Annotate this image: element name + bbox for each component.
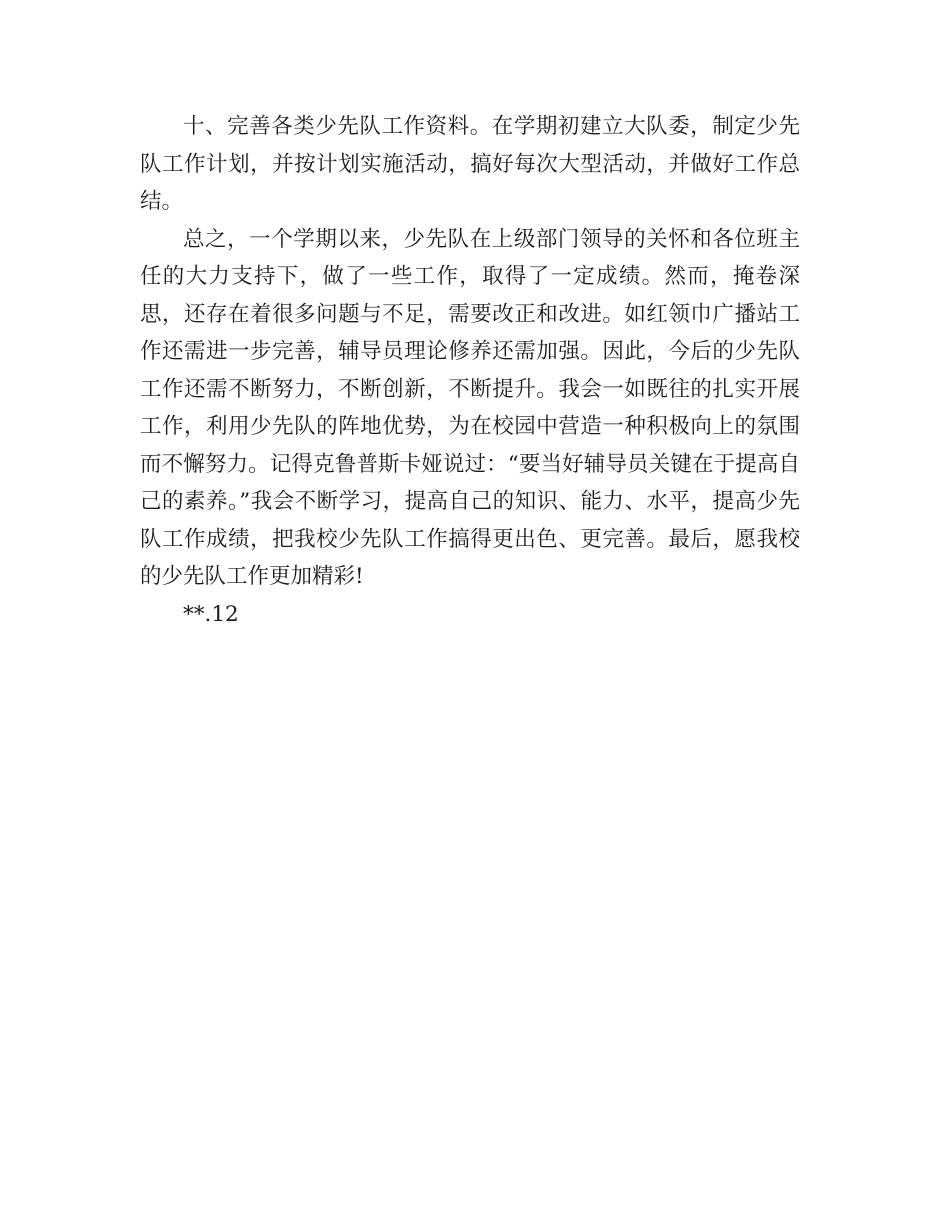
document-body [140,108,800,633]
paragraph-conclusion: 总之，一个学期以来，少先队在上级部门领导的关怀和各位班主任的大力支持下，做了一些工作，取得了一定成绩。然而，掩卷深思，还存在着很多问题与不足，需要改正和改进。如红领巾广播站工作还需进一步完善，辅导员理论修养还需加强。因此，今后的少先队工作还需不断努力，不断创新，不断提升。我会一如既往的扎实开展工作，利用少先队的阵地优势，为在校园中营造一种积极向上的氛围而不懈努力。记得克鲁普斯卡娅说过：“要当好辅导员关键在于提高自己的素养。”我会不断学习，提高自己的知识、能力、水平，提高少先队工作成绩，把我校少先队工作搞得更出色、更完善。最后，愿我校的少先队工作更加精彩! [140,226,800,589]
date-line: **.12 [183,601,239,627]
paragraph-item-ten: 十、完善各类少先队工作资料。在学期初建立大队委，制定少先队工作计划，并按计划实施活动，搞好每次大型活动，并做好工作总结。 [140,114,800,214]
